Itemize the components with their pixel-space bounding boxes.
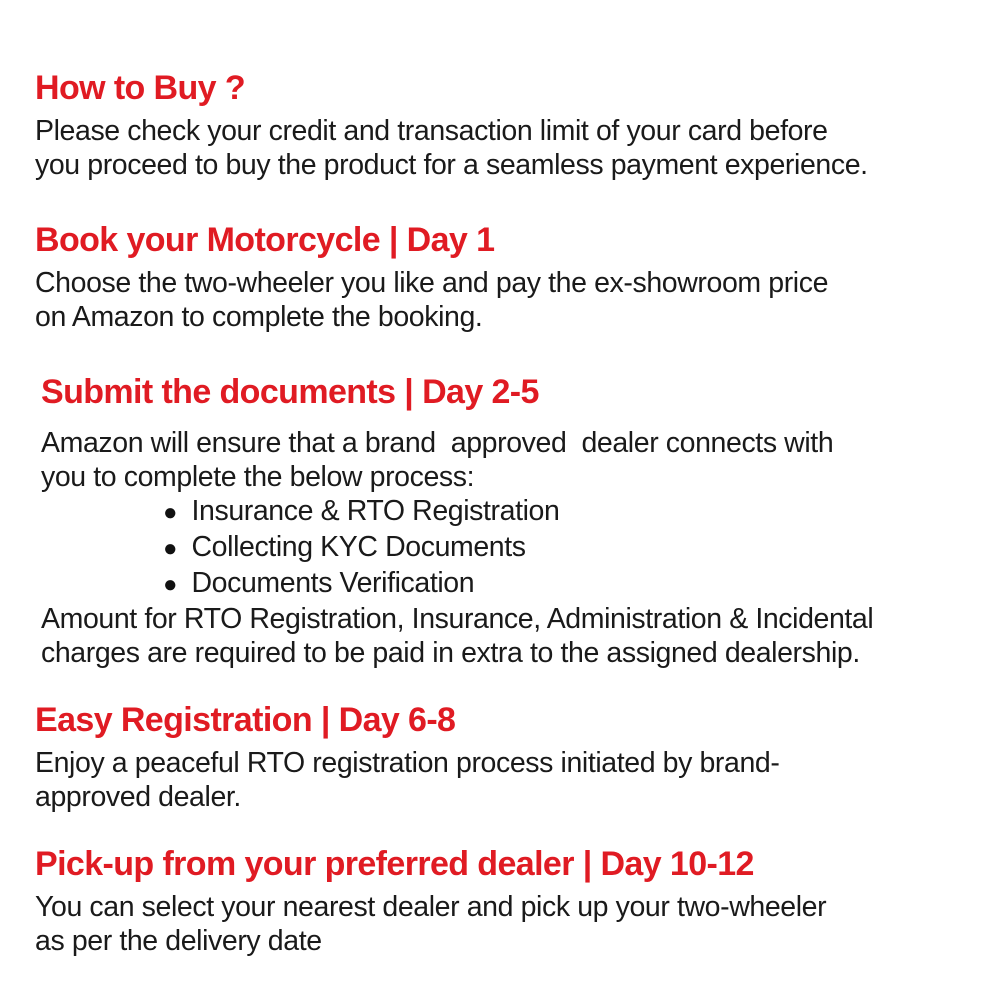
section-heading: Submit the documents | Day 2-5 xyxy=(41,373,539,411)
body-line: as per the delivery date xyxy=(35,925,322,957)
bullet-icon: ● xyxy=(163,535,178,562)
body-line: approved dealer. xyxy=(35,781,241,813)
body-line: Please check your credit and transaction limit of your card before xyxy=(35,115,828,147)
body-line: Amount for RTO Registration, Insurance, Administration & Incidental xyxy=(41,603,874,635)
body-line: Enjoy a peaceful RTO registration process initiated by brand- xyxy=(35,747,780,779)
list-item xyxy=(35,530,970,566)
bullet-icon: ● xyxy=(163,499,178,526)
section-heading: Pick-up from your preferred dealer | Day 10-12 xyxy=(35,845,754,883)
body-line: Amazon will ensure that a brand approved dealer connects with xyxy=(41,427,834,459)
body-line: on Amazon to complete the booking. xyxy=(35,301,483,333)
section-pickup-dealer xyxy=(35,844,970,958)
section-easy-registration xyxy=(35,700,970,814)
section-heading: Easy Registration | Day 6-8 xyxy=(35,701,456,739)
body-line: charges are required to be paid in extra to the assigned dealership. xyxy=(41,637,860,669)
bullet-icon: ● xyxy=(163,571,178,598)
process-bullet-list xyxy=(35,494,970,602)
body-line: you to complete the below process: xyxy=(41,461,475,493)
body-line: Choose the two-wheeler you like and pay the ex-showroom price xyxy=(35,267,829,299)
body-line: you proceed to buy the product for a seamless payment experience. xyxy=(35,149,868,181)
section-how-to-buy xyxy=(35,68,970,182)
bullet-label: Insurance & RTO Registration xyxy=(191,495,560,527)
section-book-motorcycle xyxy=(35,220,970,334)
section-heading: Book your Motorcycle | Day 1 xyxy=(35,221,495,259)
list-item xyxy=(35,494,970,530)
body-line: You can select your nearest dealer and pick up your two-wheeler xyxy=(35,891,827,923)
section-submit-documents xyxy=(35,372,970,670)
bullet-label: Collecting KYC Documents xyxy=(191,531,526,563)
list-item xyxy=(35,566,970,602)
bullet-label: Documents Verification xyxy=(191,567,475,599)
section-heading: How to Buy ? xyxy=(35,69,245,107)
